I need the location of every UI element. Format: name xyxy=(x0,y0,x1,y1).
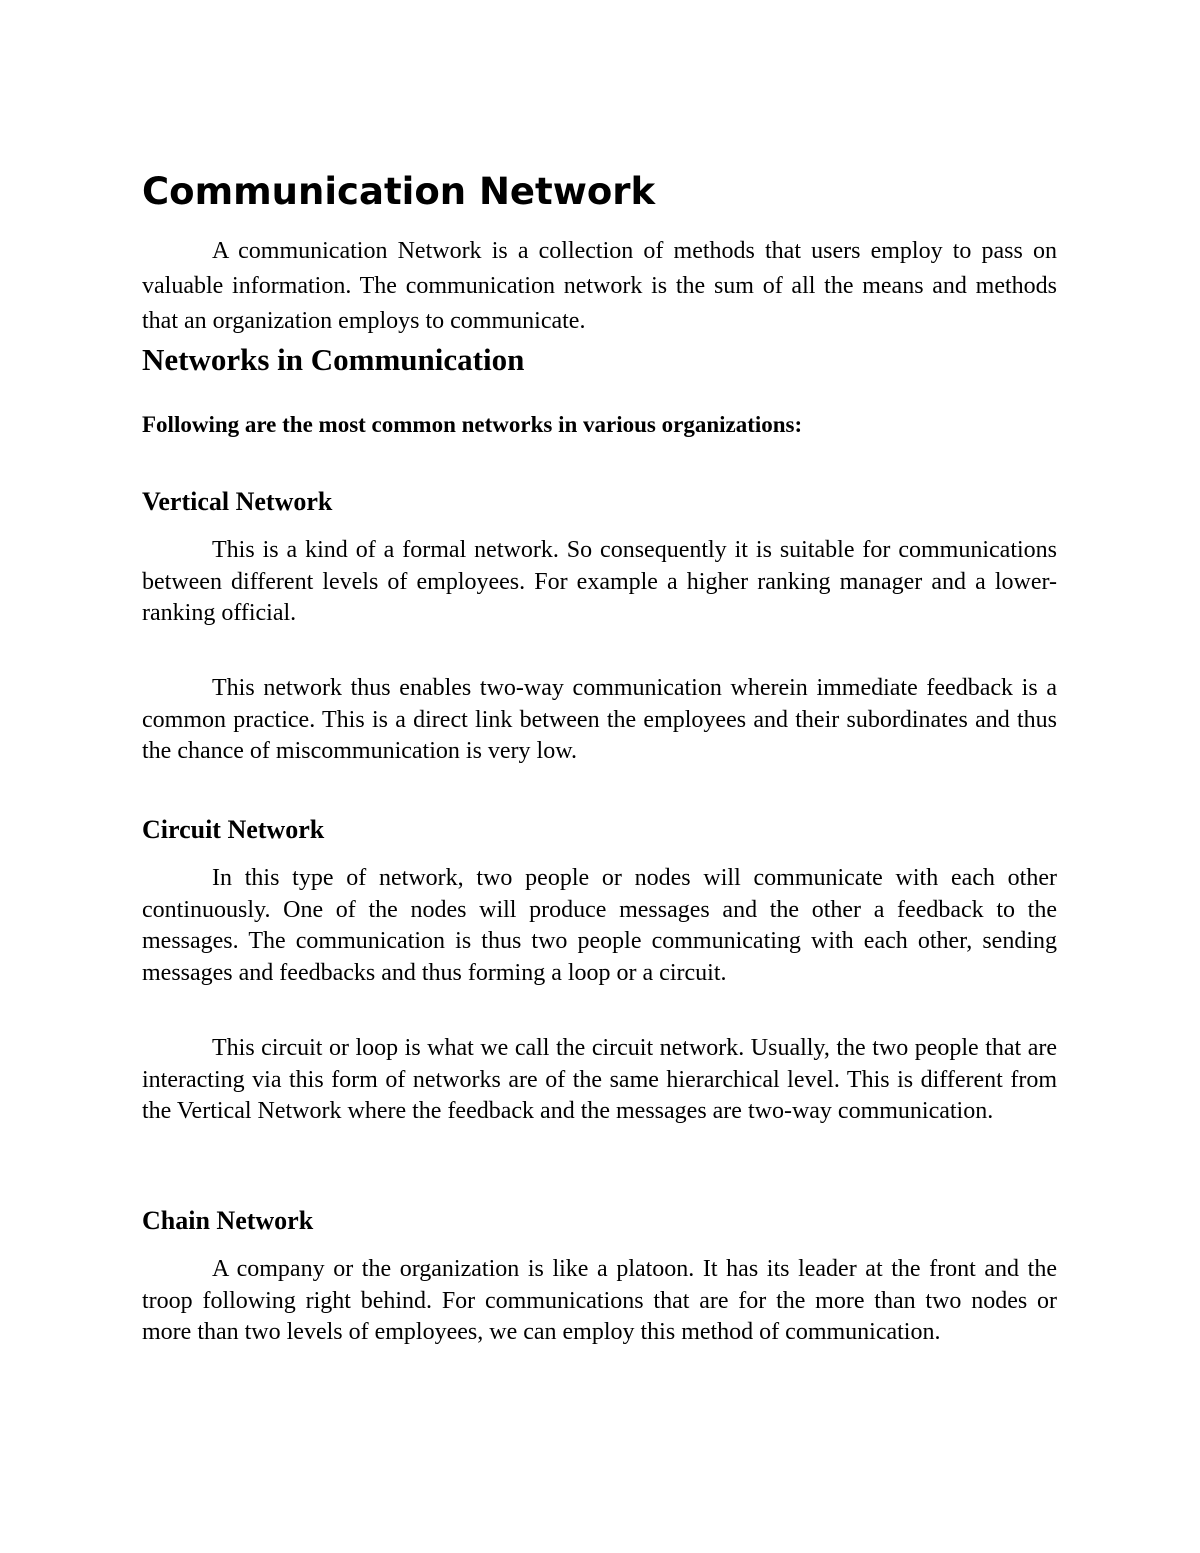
section-heading-circuit: Circuit Network xyxy=(142,815,325,844)
section-paragraph-vertical-2: This network thus enables two-way communication wherein immediate feedback is a common practice. This is a direct link between the employees and their subordinates and thus the chance of miscommunication is very low. xyxy=(142,675,1057,764)
document-title: Communication Network xyxy=(142,170,656,213)
section-paragraph-circuit-2: This circuit or loop is what we call the circuit network. Usually, the two people that are interacting via this form of networks are of the same hierarchical level. This is different from the Vertical Network where the feedback and the messages are two-way communication. xyxy=(142,1035,1057,1124)
section-heading-vertical: Vertical Network xyxy=(142,487,333,516)
section-paragraph-circuit-1: In this type of network, two people or nodes will communicate with each other continuously. One of the nodes will produce messages and the other a feedback to the messages. The communication is thus two people communicating with each other, sending messages and feedbacks and thus forming a loop or a circuit. xyxy=(142,865,1057,986)
lead-sentence: Following are the most common networks in various organizations: xyxy=(142,412,803,437)
intro-paragraph: A communication Network is a collection of methods that users employ to pass on valuable information. The communication network is the sum of all the means and methods that an organization employs to communicate. xyxy=(142,238,1057,334)
networks-heading: Networks in Communication xyxy=(142,342,525,377)
section-heading-chain: Chain Network xyxy=(142,1206,314,1235)
section-paragraph-vertical-1: This is a kind of a formal network. So consequently it is suitable for communications between different levels of employees. For example a higher ranking manager and a lower-ranking official. xyxy=(142,537,1057,626)
section-paragraph-chain-1: A company or the organization is like a platoon. It has its leader at the front and the troop following right behind. For communications that are for the more than two nodes or more than two levels of employees, we can employ this method of communication. xyxy=(142,1256,1057,1345)
